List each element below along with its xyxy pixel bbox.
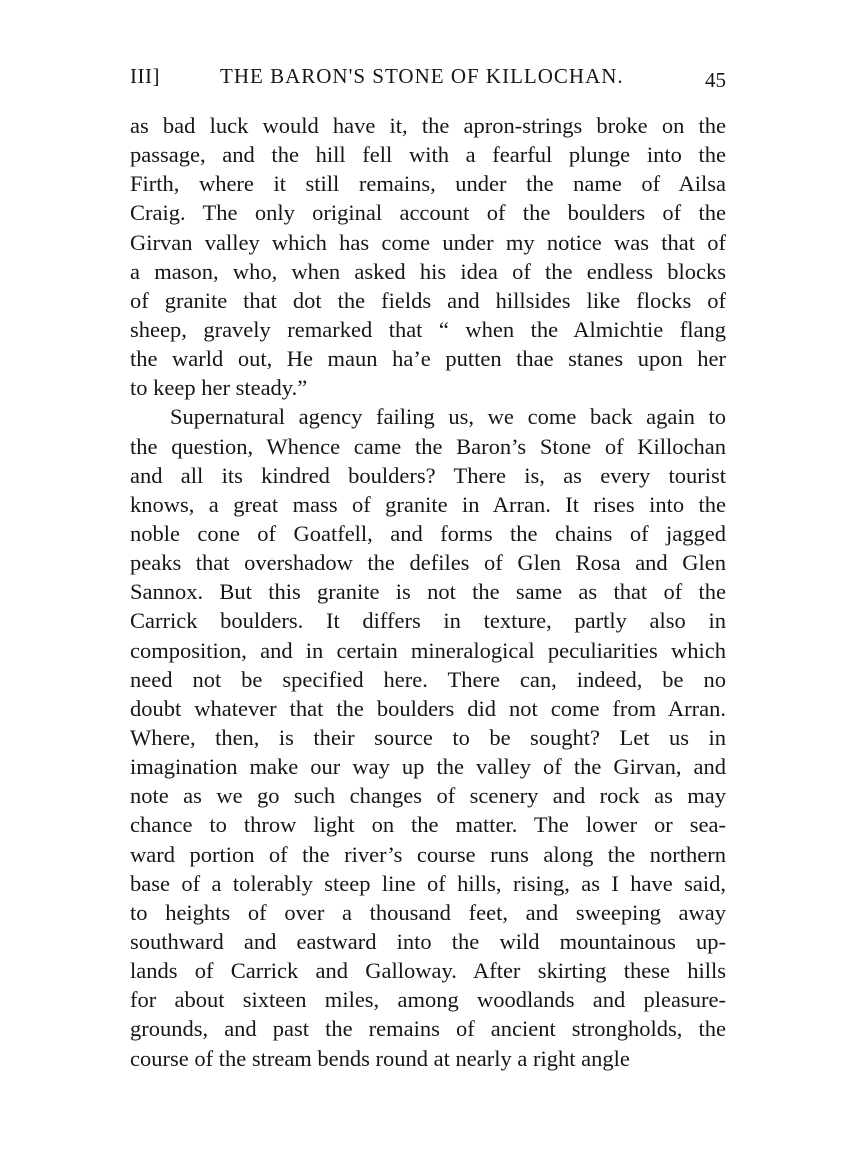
text-line: base of a tolerably steep line of hills, rising, as I have said,: [130, 870, 726, 896]
text-line: as bad luck would have it, the apron-strings broke on the: [130, 113, 726, 138]
text-line: knows, a great mass of granite in Arran. It rises into the: [130, 491, 726, 517]
text-line: the warld out, He maun ha’e putten thae stanes upon her: [130, 346, 726, 372]
text-line: imagination make our way up the valley of the Girvan, and: [130, 754, 726, 780]
text-line: composition, and in certain mineralogical peculiarities which: [130, 637, 726, 663]
text-line: grounds, and past the remains of ancient strongholds, the: [130, 1016, 726, 1042]
page-number: 45: [705, 68, 726, 92]
text-line: peaks that overshadow the defiles of Glen Rosa and Glen: [130, 550, 726, 576]
text-line: Craig. The only original account of the boulders of the: [130, 200, 726, 226]
paragraph: [130, 402, 726, 1072]
text-line: for about sixteen miles, among woodlands and pleasure-: [130, 987, 726, 1013]
running-title: THE BARON'S STONE OF KILLOCHAN.: [220, 64, 624, 88]
text-line: Where, then, is their source to be sought? Let us in: [130, 724, 726, 750]
text-line: sheep, gravely remarked that “ when the Almichtie flang: [130, 316, 726, 342]
text-line: and all its kindred boulders? There is, as every tourist: [130, 462, 726, 488]
text-line: course of the stream bends round at nearly a right angle: [130, 1045, 630, 1071]
running-head: [130, 62, 726, 92]
chapter-number: III]: [130, 64, 160, 88]
text-line: southward and eastward into the wild mountainous up-: [130, 928, 726, 954]
text-line: Sannox. But this granite is not the same as that of the: [130, 579, 726, 605]
text-line: a mason, who, when asked his idea of the endless blocks: [130, 258, 726, 284]
body-text: [130, 111, 726, 1073]
text-line: chance to throw light on the matter. The lower or sea-: [130, 812, 726, 838]
text-line: lands of Carrick and Galloway. After skirting these hills: [130, 958, 726, 984]
text-line: Girvan valley which has come under my notice was that of: [130, 229, 726, 255]
text-line: Firth, where it still remains, under the name of Ailsa: [130, 171, 726, 197]
text-line: passage, and the hill fell with a fearful plunge into the: [130, 142, 726, 168]
text-line: of granite that dot the fields and hillsides like flocks of: [130, 287, 726, 313]
text-line: note as we go such changes of scenery and rock as may: [130, 783, 726, 809]
text-line: Carrick boulders. It differs in texture, partly also in: [130, 608, 726, 634]
text-line: doubt whatever that the boulders did not come from Arran.: [130, 695, 726, 721]
text-line: to heights of over a thousand feet, and sweeping away: [130, 899, 726, 925]
text-line: noble cone of Goatfell, and forms the chains of jagged: [130, 520, 726, 546]
text-line: Supernatural agency failing us, we come back again to: [170, 404, 726, 430]
text-line: the question, Whence came the Baron’s Stone of Killochan: [130, 433, 726, 459]
paragraph: [130, 111, 726, 402]
text-line: need not be specified here. There can, indeed, be no: [130, 666, 726, 692]
text-line: to keep her steady.”: [130, 375, 308, 401]
text-line: ward portion of the river’s course runs along the northern: [130, 841, 726, 867]
